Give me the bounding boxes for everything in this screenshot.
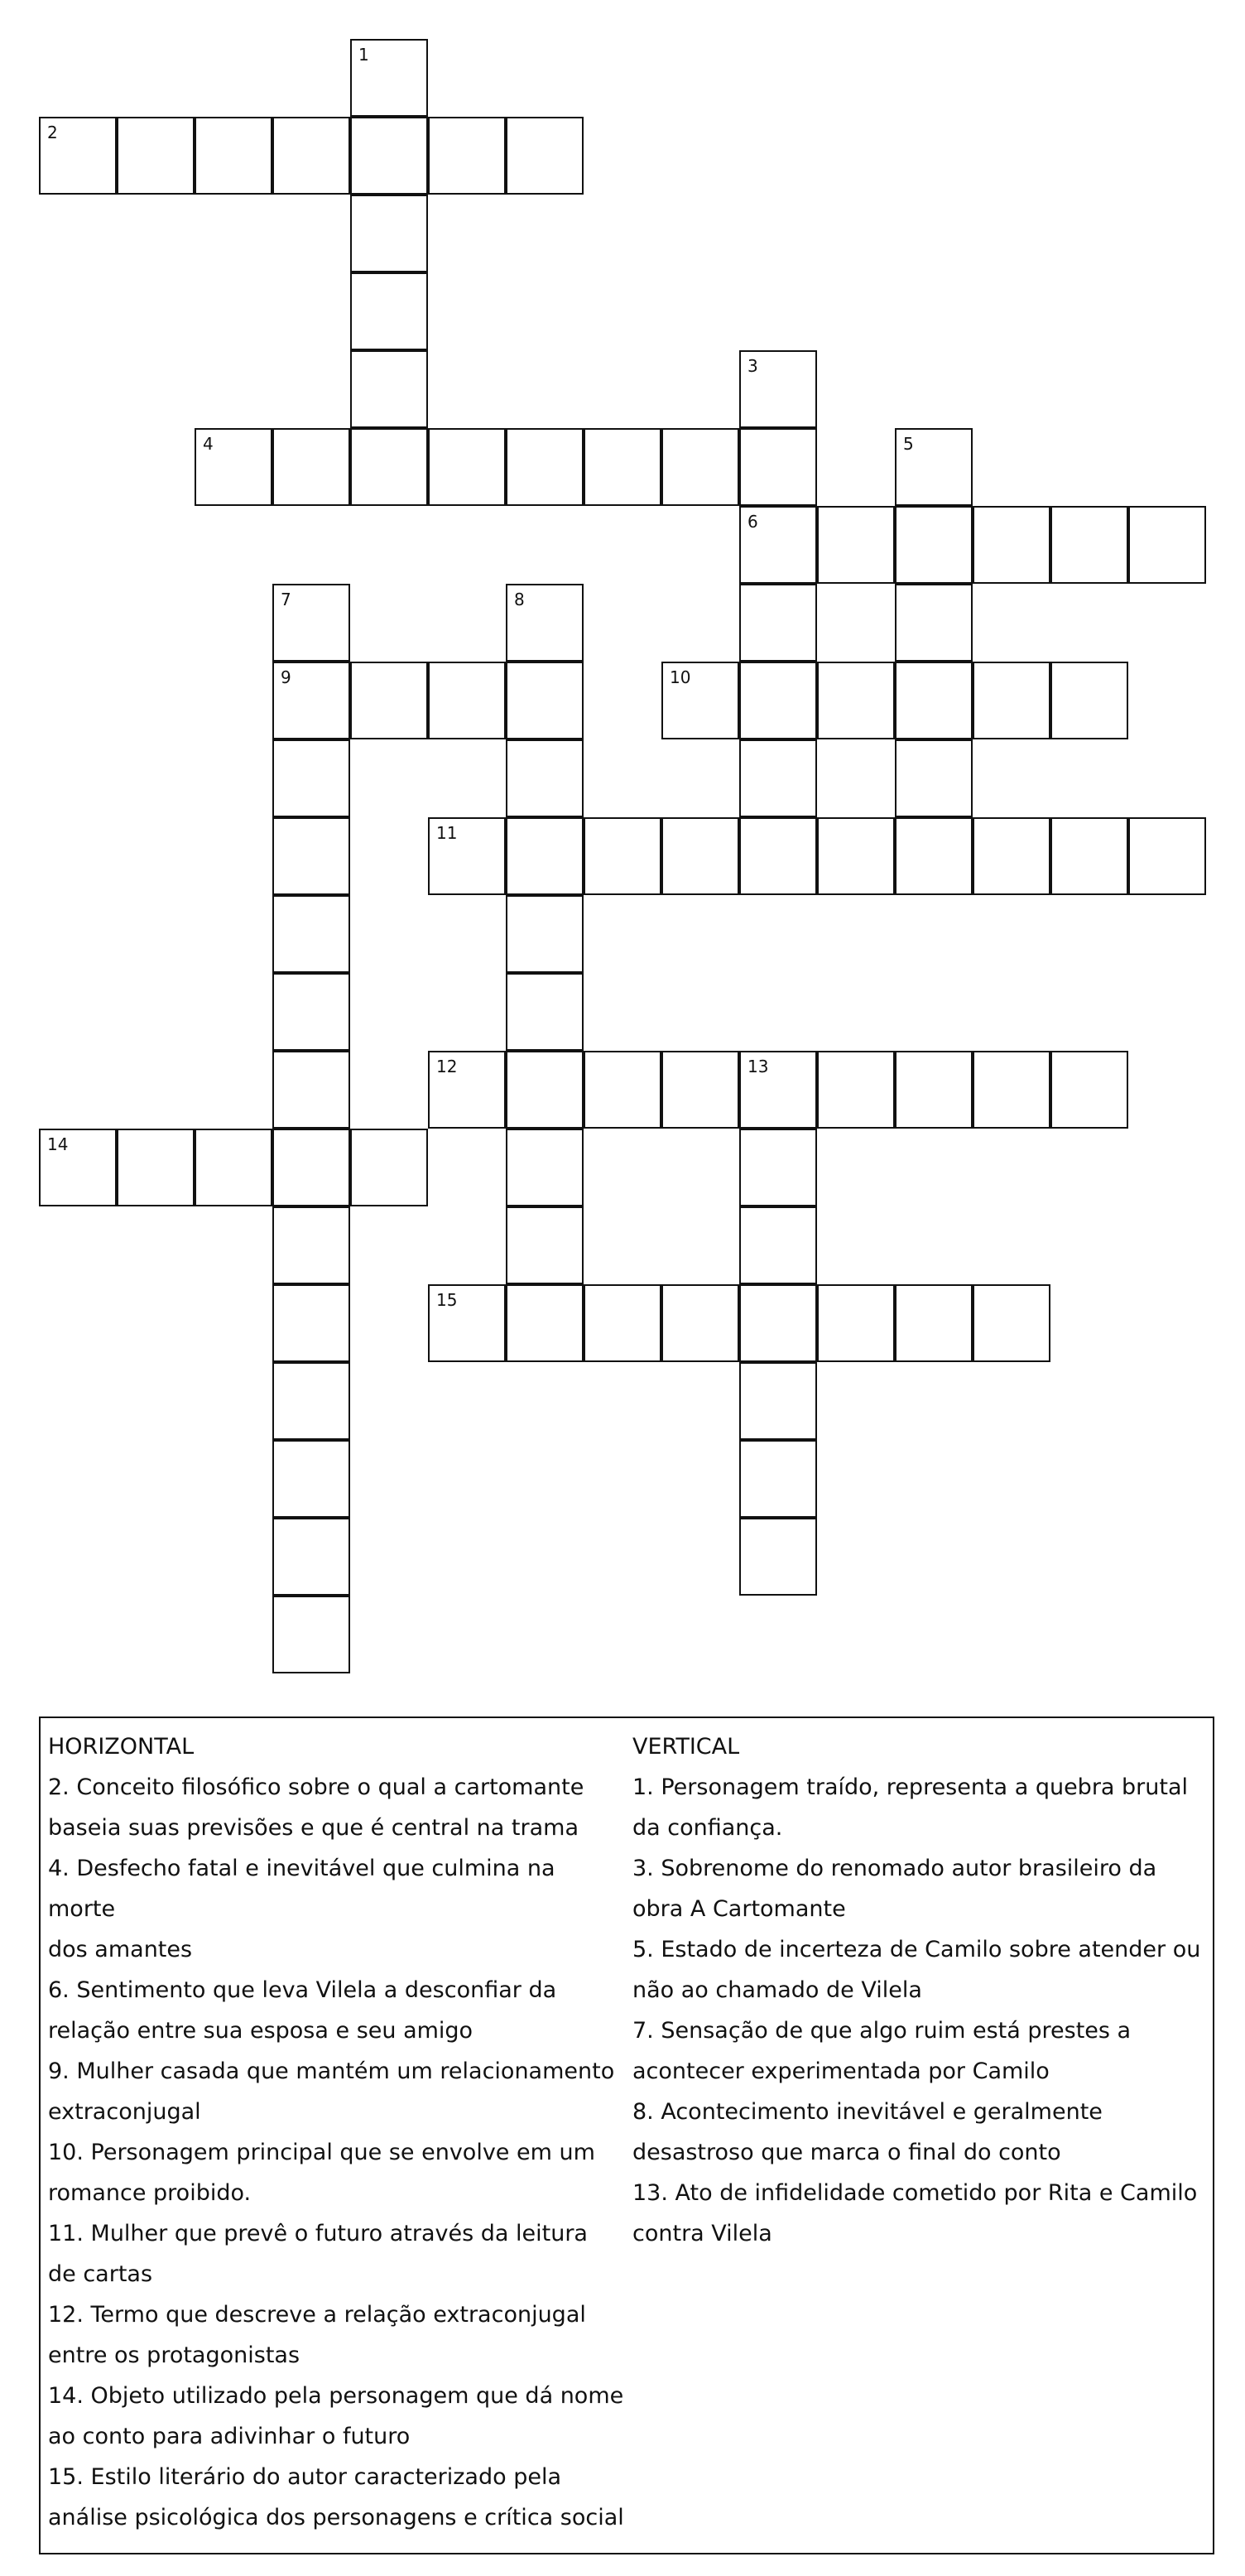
clue-number: 14 [47,1134,69,1154]
grid-cell[interactable] [272,817,350,895]
grid-cell[interactable] [272,1596,350,1673]
grid-cell[interactable] [895,1051,973,1129]
grid-cell[interactable] [506,662,584,739]
down-heading: VERTICAL [632,1734,740,1760]
grid-cell[interactable] [817,1051,895,1129]
grid-cell[interactable] [739,1051,817,1129]
grid-cell[interactable] [506,973,584,1051]
clue-down-8-line2: desastroso que marca o final do conto [632,2140,1061,2165]
grid-cell[interactable] [739,350,817,428]
grid-cell[interactable] [739,1129,817,1206]
grid-cell[interactable] [1050,506,1128,584]
clue-down-5-line1: 5. Estado de incerteza de Camilo sobre atender ou [632,1937,1201,1962]
grid-cell[interactable] [428,1051,506,1129]
grid-cell[interactable] [272,895,350,973]
grid-cell[interactable] [739,1284,817,1362]
grid-cell[interactable] [272,1518,350,1596]
grid-cell[interactable] [506,1051,584,1129]
clue-across-11-line2: de cartas [48,2261,153,2287]
clue-across-2-line2: baseia suas previsões e que é central na trama [48,1815,579,1841]
grid-cell[interactable] [1128,506,1206,584]
grid-cell[interactable] [272,428,350,506]
grid-cell[interactable] [739,662,817,739]
clue-across-12-line2: entre os protagonistas [48,2342,300,2368]
clue-down-3-line1: 3. Sobrenome do renomado autor brasileiro da [632,1856,1157,1881]
grid-cell[interactable] [428,1284,506,1362]
grid-cell[interactable] [584,1051,661,1129]
clue-number: 9 [281,667,291,687]
clue-down-7-line2: acontecer experimentada por Camilo [632,2058,1050,2084]
clue-across-14-line1: 14. Objeto utilizado pela personagem que dá nome [48,2383,624,2409]
grid-cell[interactable] [895,506,973,584]
clue-across-10-line1: 10. Personagem principal que se envolve em um [48,2140,595,2165]
clue-across-6-line2: relação entre sua esposa e seu amigo [48,2018,473,2044]
grid-cell[interactable] [973,1284,1050,1362]
clue-number: 6 [747,512,758,532]
grid-cell[interactable] [195,1129,272,1206]
clue-across-15-line2: análise psicológica dos personagens e crítica social [48,2505,624,2530]
clue-down-3-line2: obra A Cartomante [632,1896,846,1922]
grid-cell[interactable] [895,662,973,739]
clue-number: 12 [436,1057,458,1076]
grid-cell[interactable] [973,1051,1050,1129]
grid-cell[interactable] [739,428,817,506]
grid-cell[interactable] [817,817,895,895]
grid-cell[interactable] [895,1284,973,1362]
clue-across-14-line2: ao conto para adivinhar o futuro [48,2424,411,2449]
clue-number: 2 [47,123,58,142]
clue-number: 3 [747,356,758,376]
grid-cell[interactable] [350,195,428,272]
grid-cell[interactable] [739,1440,817,1518]
clue-down-5-line2: não ao chamado de Vilela [632,1977,922,2003]
clue-across-9-line2: extraconjugal [48,2099,201,2125]
clue-number: 15 [436,1290,458,1310]
clue-down-8-line1: 8. Acontecimento inevitável e geralmente [632,2099,1103,2125]
grid-cell[interactable] [506,817,584,895]
grid-cell[interactable] [272,662,350,739]
grid-cell[interactable] [506,117,584,195]
grid-cell[interactable] [1050,662,1128,739]
grid-cell[interactable] [661,428,739,506]
grid-cell[interactable] [350,350,428,428]
clue-number: 1 [358,45,369,65]
grid-cell[interactable] [895,739,973,817]
grid-cell[interactable] [1128,817,1206,895]
clue-across-2-line1: 2. Conceito filosófico sobre o qual a cartomante [48,1774,584,1800]
grid-cell[interactable] [350,39,428,117]
across-clues [48,1726,627,2538]
grid-cell[interactable] [739,1362,817,1440]
grid-cell[interactable] [739,739,817,817]
clue-down-1-line2: da confiança. [632,1815,783,1841]
grid-cell[interactable] [428,662,506,739]
clue-number: 7 [281,590,291,609]
clue-across-6-line1: 6. Sentimento que leva Vilela a desconfiar da [48,1977,557,2003]
grid-cell[interactable] [428,117,506,195]
grid-cell[interactable] [506,895,584,973]
grid-cell[interactable] [739,1518,817,1596]
grid-cell[interactable] [272,584,350,662]
clue-across-4-line1: 4. Desfecho fatal e inevitável que culmina na morte [48,1856,555,1922]
grid-cell[interactable] [506,1206,584,1284]
grid-cell[interactable] [817,662,895,739]
grid-cell[interactable] [661,1284,739,1362]
grid-cell[interactable] [817,506,895,584]
grid-cell[interactable] [506,1129,584,1206]
clue-across-10-line2: romance proibido. [48,2180,252,2206]
grid-cell[interactable] [350,272,428,350]
grid-cell[interactable] [39,117,117,195]
grid-cell[interactable] [272,117,350,195]
grid-cell[interactable] [272,973,350,1051]
grid-cell[interactable] [1050,1051,1128,1129]
grid-cell[interactable] [195,428,272,506]
grid-cell[interactable] [506,739,584,817]
grid-cell[interactable] [973,506,1050,584]
grid-cell[interactable] [272,1284,350,1362]
grid-cell[interactable] [817,1284,895,1362]
grid-cell[interactable] [428,817,506,895]
grid-cell[interactable] [895,428,973,506]
grid-cell[interactable] [506,428,584,506]
grid-cell[interactable] [39,1129,117,1206]
grid-cell[interactable] [350,428,428,506]
clue-number: 4 [203,434,214,454]
grid-cell[interactable] [195,117,272,195]
grid-cell[interactable] [272,1129,350,1206]
grid-cell[interactable] [350,117,428,195]
clue-number: 8 [514,590,525,609]
clue-number: 13 [747,1057,769,1076]
grid-cell[interactable] [584,817,661,895]
down-clues [632,1726,1212,2254]
grid-cell[interactable] [973,817,1050,895]
grid-cell[interactable] [739,584,817,662]
clue-down-13-line2: contra Vilela [632,2221,772,2246]
grid-cell[interactable] [272,1440,350,1518]
grid-cell[interactable] [506,584,584,662]
grid-cell[interactable] [739,506,817,584]
clue-down-13-line1: 13. Ato de infidelidade cometido por Rita e Camilo [632,2180,1198,2206]
grid-cell[interactable] [895,817,973,895]
grid-cell[interactable] [584,1284,661,1362]
grid-cell[interactable] [117,1129,195,1206]
clue-down-7-line1: 7. Sensação de que algo ruim está prestes a [632,2018,1132,2044]
grid-cell[interactable] [272,1206,350,1284]
clue-across-15-line1: 15. Estilo literário do autor caracterizado pela [48,2464,562,2490]
grid-cell[interactable] [739,1206,817,1284]
grid-cell[interactable] [584,428,661,506]
grid-cell[interactable] [973,662,1050,739]
grid-cell[interactable] [272,1051,350,1129]
grid-cell[interactable] [661,817,739,895]
clue-down-1-line1: 1. Personagem traído, representa a quebra brutal [632,1774,1189,1800]
grid-cell[interactable] [739,817,817,895]
grid-cell[interactable] [661,662,739,739]
grid-cell[interactable] [895,584,973,662]
clue-across-4-line2: dos amantes [48,1937,193,1962]
grid-cell[interactable] [506,1284,584,1362]
grid-cell[interactable] [1050,817,1128,895]
clue-across-9-line1: 9. Mulher casada que mantém um relacionamento [48,2058,615,2084]
clue-across-11-line1: 11. Mulher que prevê o futuro através da leitura [48,2221,588,2246]
clue-number: 10 [670,667,691,687]
grid-cell[interactable] [117,117,195,195]
clues-box [39,1717,1214,2554]
clue-number: 11 [436,823,458,843]
clue-number: 5 [903,434,914,454]
grid-cell[interactable] [428,428,506,506]
grid-cell[interactable] [661,1051,739,1129]
across-heading: HORIZONTAL [48,1734,195,1760]
grid-cell[interactable] [272,1362,350,1440]
grid-cell[interactable] [350,1129,428,1206]
clue-across-12-line1: 12. Termo que descreve a relação extraconjugal [48,2302,586,2328]
grid-cell[interactable] [272,739,350,817]
grid-cell[interactable] [350,662,428,739]
